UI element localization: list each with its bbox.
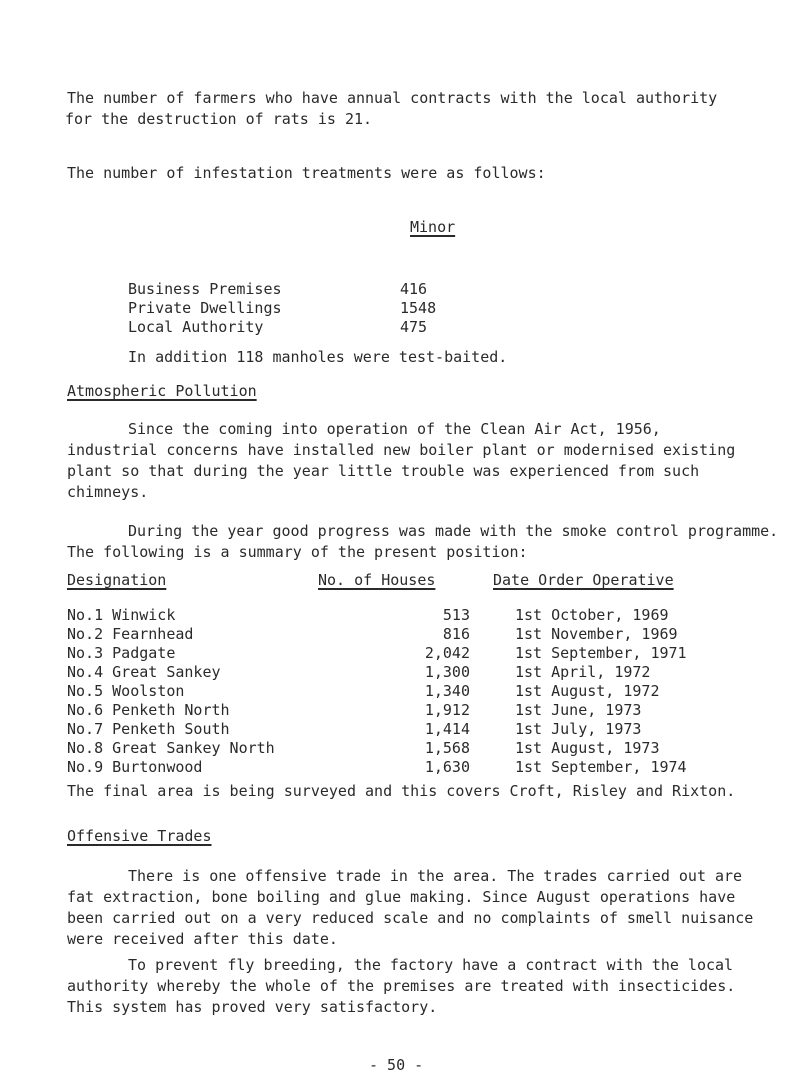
treatment-value: 1548 bbox=[400, 299, 437, 317]
designation-cell: No.1 Winwick bbox=[67, 606, 176, 624]
houses-cell: 1,568 bbox=[424, 739, 470, 757]
para-line: were received after this date. bbox=[67, 930, 338, 948]
date-cell: 1st September, 1974 bbox=[515, 758, 687, 776]
designation-cell: No.8 Great Sankey North bbox=[67, 739, 275, 757]
para-line: To prevent fly breeding, the factory have a contract with the local bbox=[128, 956, 734, 974]
clean-air-paragraph bbox=[67, 419, 767, 503]
houses-cell: 1,414 bbox=[424, 720, 470, 738]
table-row bbox=[128, 318, 470, 337]
designation-cell: No.7 Penketh South bbox=[67, 720, 230, 738]
para-line: This system has proved very satisfactory. bbox=[67, 998, 438, 1016]
houses-cell: 1,340 bbox=[424, 682, 470, 700]
houses-cell: 1,300 bbox=[424, 663, 470, 681]
para-line: The following is a summary of the present position: bbox=[67, 543, 528, 561]
page-number: - 50 - bbox=[369, 1056, 424, 1074]
treatment-value: 416 bbox=[400, 280, 428, 298]
table-row bbox=[128, 299, 470, 318]
date-cell: 1st August, 1973 bbox=[515, 739, 660, 757]
fly-breeding-paragraph bbox=[67, 955, 767, 1018]
para-line: industrial concerns have installed new boiler plant or modernised existing bbox=[67, 441, 736, 459]
table-row bbox=[67, 625, 775, 644]
para-line: authority whereby the whole of the premises are treated with insecticides. bbox=[67, 977, 736, 995]
para-line: chimneys. bbox=[67, 483, 149, 501]
date-header: Date Order Operative bbox=[493, 571, 674, 589]
houses-cell: 1,630 bbox=[424, 758, 470, 776]
date-cell: 1st July, 1973 bbox=[515, 720, 642, 738]
table-row bbox=[67, 758, 775, 777]
table-row bbox=[67, 720, 775, 739]
para-line: There is one offensive trade in the area. The trades carried out are bbox=[128, 867, 743, 885]
designation-cell: No.4 Great Sankey bbox=[67, 663, 221, 681]
designation-cell: No.3 Padgate bbox=[67, 644, 176, 662]
smoke-control-paragraph bbox=[67, 521, 779, 563]
treatment-category: Business Premises bbox=[128, 280, 282, 298]
houses-cell: 2,042 bbox=[424, 644, 470, 662]
table-row bbox=[67, 606, 775, 625]
para-line: fat extraction, bone boiling and glue making. Since August operations have bbox=[67, 888, 736, 906]
treatment-category: Local Authority bbox=[128, 318, 264, 336]
date-cell: 1st October, 1969 bbox=[515, 606, 669, 624]
date-cell: 1st September, 1971 bbox=[515, 644, 687, 662]
date-cell: 1st April, 1972 bbox=[515, 663, 651, 681]
smoke-control-table bbox=[67, 606, 775, 777]
date-cell: 1st June, 1973 bbox=[515, 701, 642, 719]
table-row bbox=[67, 663, 775, 682]
para-line: During the year good progress was made with the smoke control programme. bbox=[128, 522, 779, 540]
rats-contract-paragraph bbox=[67, 88, 767, 130]
treatment-value: 475 bbox=[400, 318, 428, 336]
table-row bbox=[67, 644, 775, 663]
houses-cell: 816 bbox=[442, 625, 470, 643]
designation-cell: No.9 Burtonwood bbox=[67, 758, 203, 776]
para-line: Since the coming into operation of the Clean Air Act, 1956, bbox=[128, 420, 661, 438]
houses-header: No. of Houses bbox=[318, 571, 436, 589]
intro-line-1: The number of farmers who have annual contracts with the local authority bbox=[67, 89, 718, 107]
manholes-note: In addition 118 manholes were test-baited. bbox=[128, 348, 508, 366]
offensive-trades-heading: Offensive Trades bbox=[67, 827, 212, 845]
designation-cell: No.5 Woolston bbox=[67, 682, 185, 700]
para-line: plant so that during the year little trouble was experienced from such bbox=[67, 462, 700, 480]
treatments-intro: The number of infestation treatments were as follows: bbox=[67, 164, 546, 182]
designation-header: Designation bbox=[67, 571, 167, 589]
designation-cell: No.2 Fearnhead bbox=[67, 625, 194, 643]
para-line: been carried out on a very reduced scale and no complaints of smell nuisance bbox=[67, 909, 754, 927]
atmospheric-pollution-heading: Atmospheric Pollution bbox=[67, 382, 257, 400]
intro-line-2: for the destruction of rats is 21. bbox=[65, 110, 373, 128]
table-row bbox=[128, 280, 470, 299]
final-area-note: The final area is being surveyed and this covers Croft, Risley and Rixton. bbox=[67, 782, 736, 800]
houses-cell: 513 bbox=[442, 606, 470, 624]
offensive-trades-paragraph bbox=[67, 866, 767, 950]
table-row bbox=[67, 701, 775, 720]
designation-cell: No.6 Penketh North bbox=[67, 701, 230, 719]
date-cell: 1st November, 1969 bbox=[515, 625, 678, 643]
table-row bbox=[67, 682, 775, 701]
houses-cell: 1,912 bbox=[424, 701, 470, 719]
treatments-table bbox=[128, 280, 470, 337]
date-cell: 1st August, 1972 bbox=[515, 682, 660, 700]
minor-column-header: Minor bbox=[410, 218, 456, 236]
treatment-category: Private Dwellings bbox=[128, 299, 282, 317]
table-row bbox=[67, 739, 775, 758]
